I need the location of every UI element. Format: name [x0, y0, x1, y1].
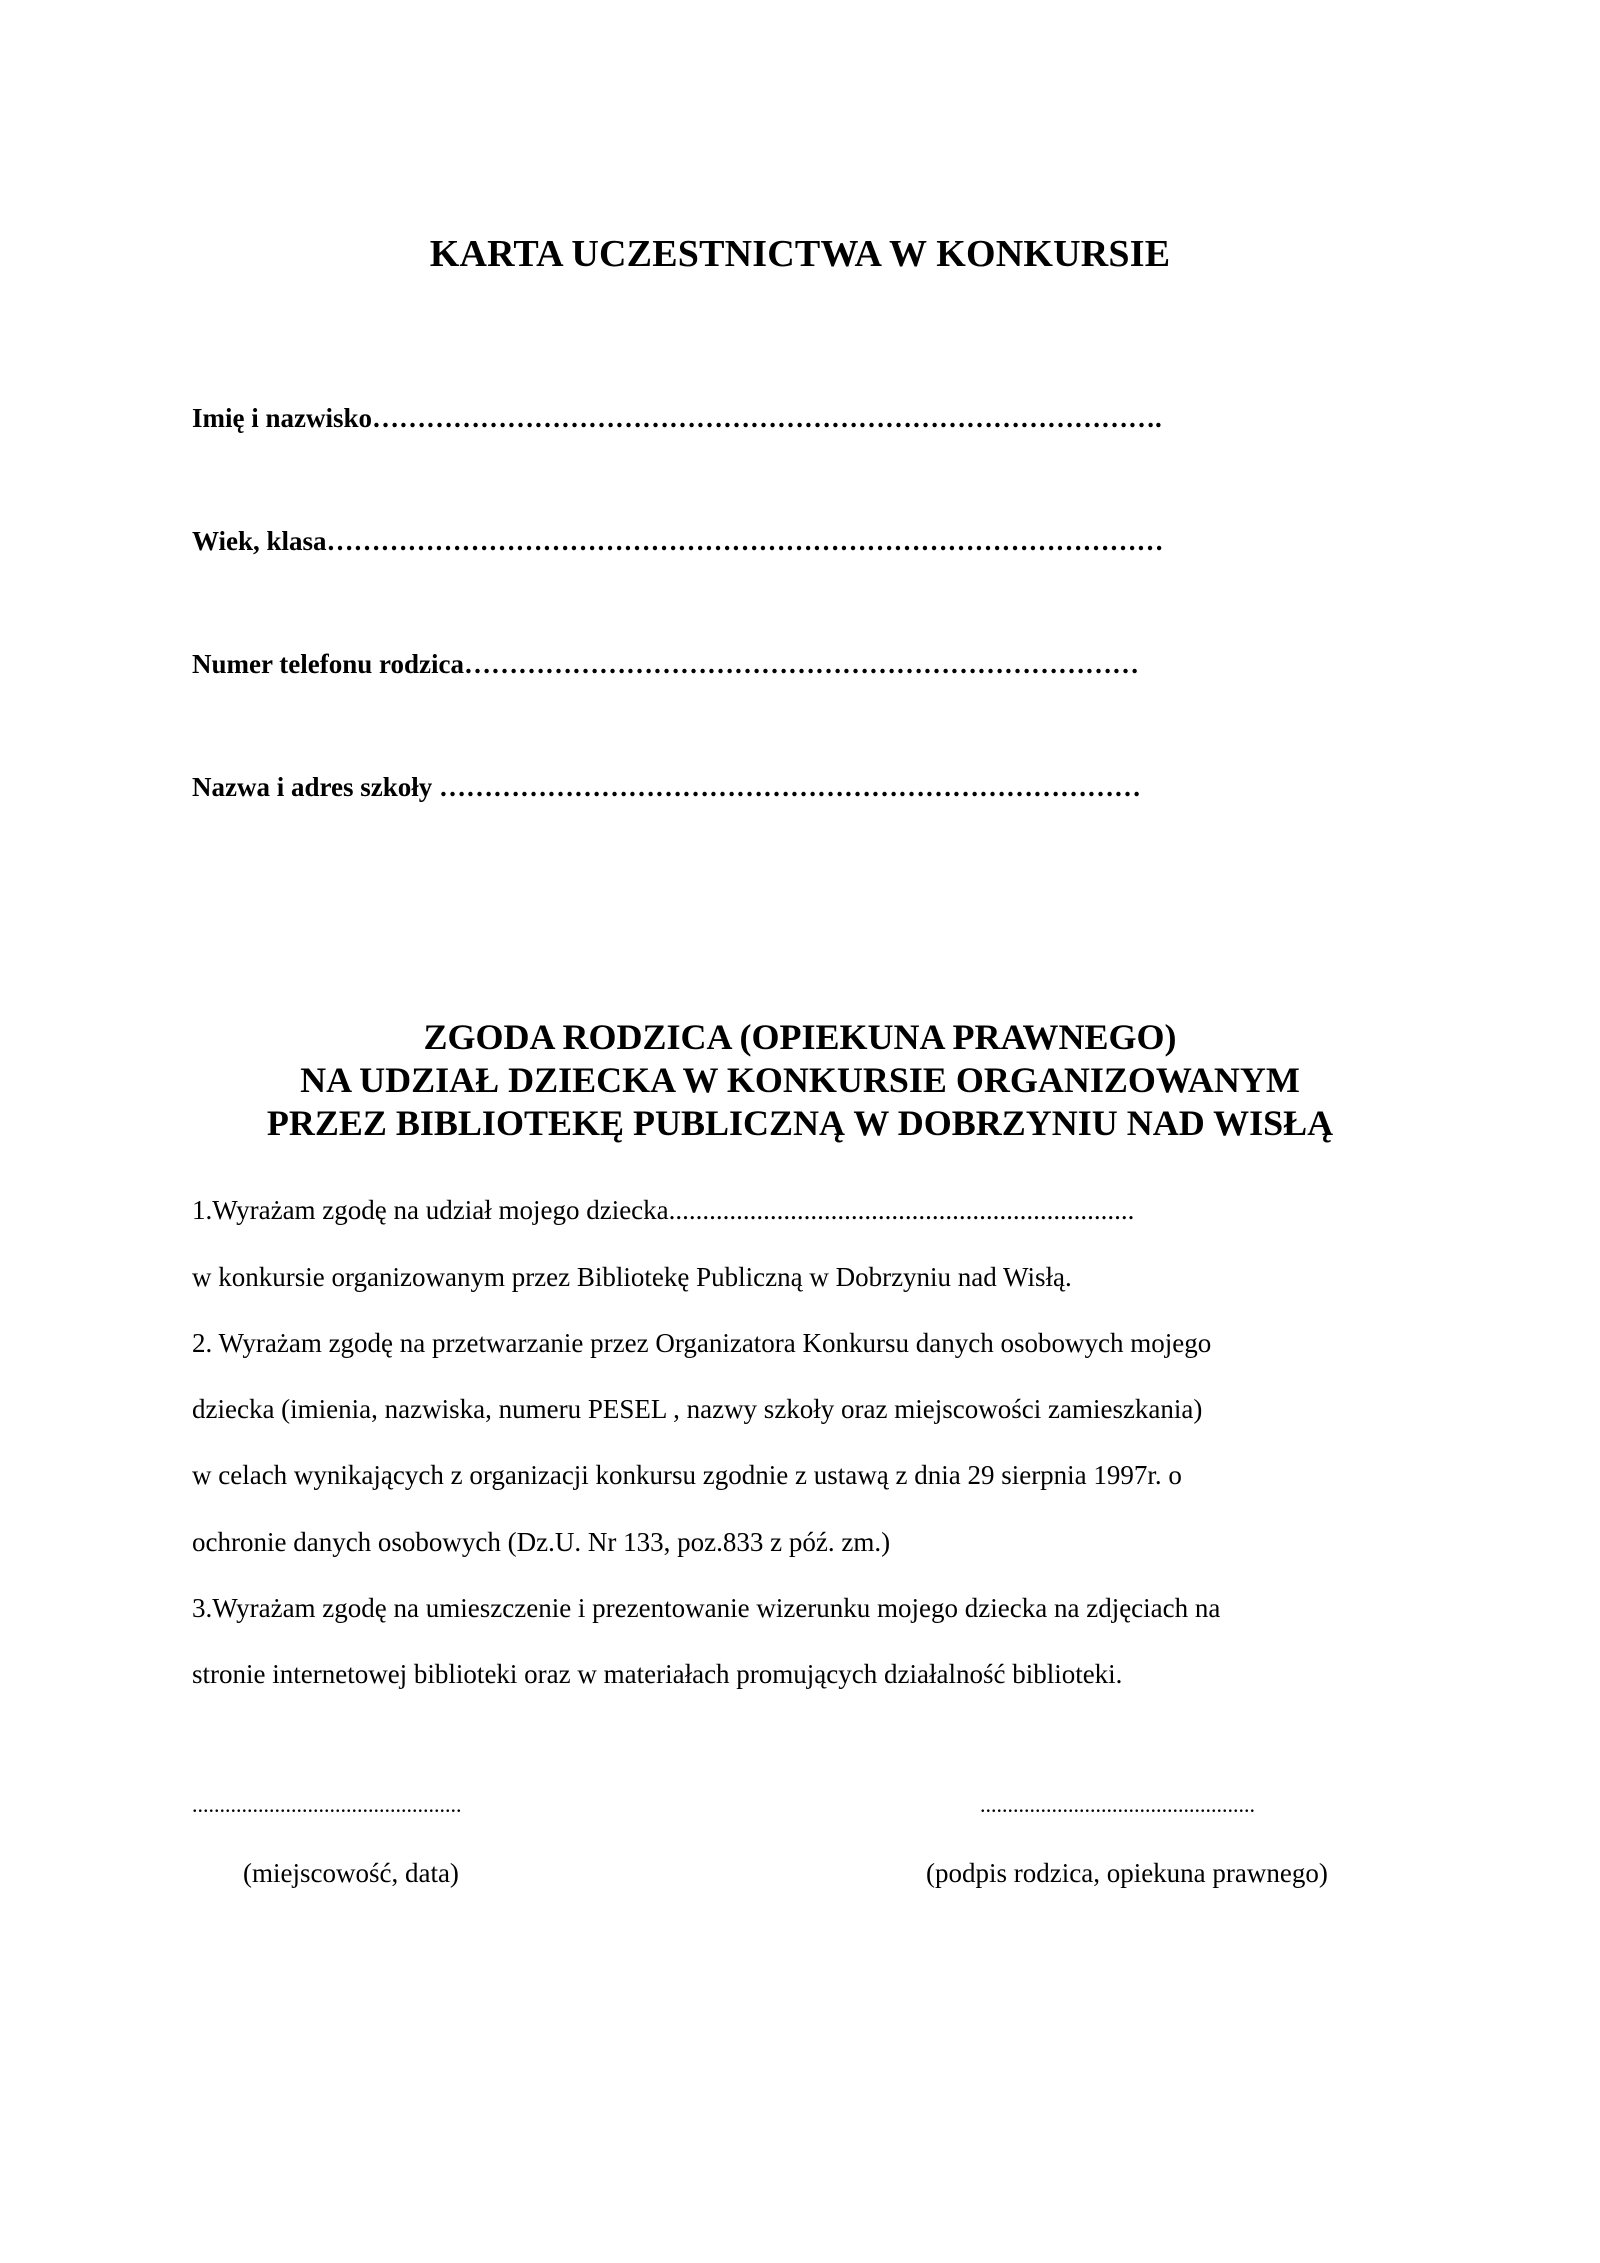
signature-label: (podpis rodzica, opiekuna prawnego) — [926, 1858, 1328, 1888]
signature-line: .................................................. — [980, 1792, 1255, 1817]
consent-title — [0, 1016, 1600, 1145]
place-date-line: ................................................. — [192, 1792, 462, 1817]
consent-line: 3.Wyrażam zgodę na umieszczenie i prezentowanie wizerunku mojego dziecka na zdjęciach na — [192, 1593, 1221, 1623]
consent-line: ochronie danych osobowych (Dz.U. Nr 133, poz.833 z póź. zm.) — [192, 1527, 891, 1557]
page-title: KARTA UCZESTNICTWA W KONKURSIE — [429, 233, 1171, 275]
name-field: Imię i nazwisko……………………………………………………………………………. — [192, 403, 1162, 433]
consent-line: w celach wynikających z organizacji konkursu zgodnie z ustawą z dnia 29 sierpnia 1997r. o — [192, 1460, 1182, 1490]
consent-line: 2. Wyrażam zgodę na przetwarzanie przez Organizatora Konkursu danych osobowych mojego — [192, 1328, 1212, 1358]
consent-title-line: NA UDZIAŁ DZIECKA W KONKURSIE ORGANIZOWANYM — [300, 1060, 1300, 1100]
parent-phone-field: Numer telefonu rodzica………………………………………………………………… — [192, 649, 1139, 679]
age-class-field: Wiek, klasa………………………………………………………………………………… — [192, 526, 1164, 556]
school-field: Nazwa i adres szkoły …………………………………………………………………… — [192, 772, 1141, 802]
consent-line: w konkursie organizowanym przez Bibliotekę Publiczną w Dobrzyniu nad Wisłą. — [192, 1262, 1072, 1292]
place-date-label: (miejscowość, data) — [243, 1858, 459, 1888]
consent-line: 1.Wyrażam zgodę na udział mojego dziecka..................................................................... — [192, 1195, 1135, 1225]
consent-line: dziecka (imienia, nazwiska, numeru PESEL , nazwy szkoły oraz miejscowości zamieszkania) — [192, 1394, 1203, 1424]
consent-title-line: ZGODA RODZICA (OPIEKUNA PRAWNEGO) — [423, 1017, 1177, 1057]
consent-title-line: PRZEZ BIBLIOTEKĘ PUBLICZNĄ W DOBRZYNIU NAD WISŁĄ — [266, 1103, 1334, 1143]
consent-line: stronie internetowej biblioteki oraz w materiałach promujących działalność biblioteki. — [192, 1659, 1123, 1689]
